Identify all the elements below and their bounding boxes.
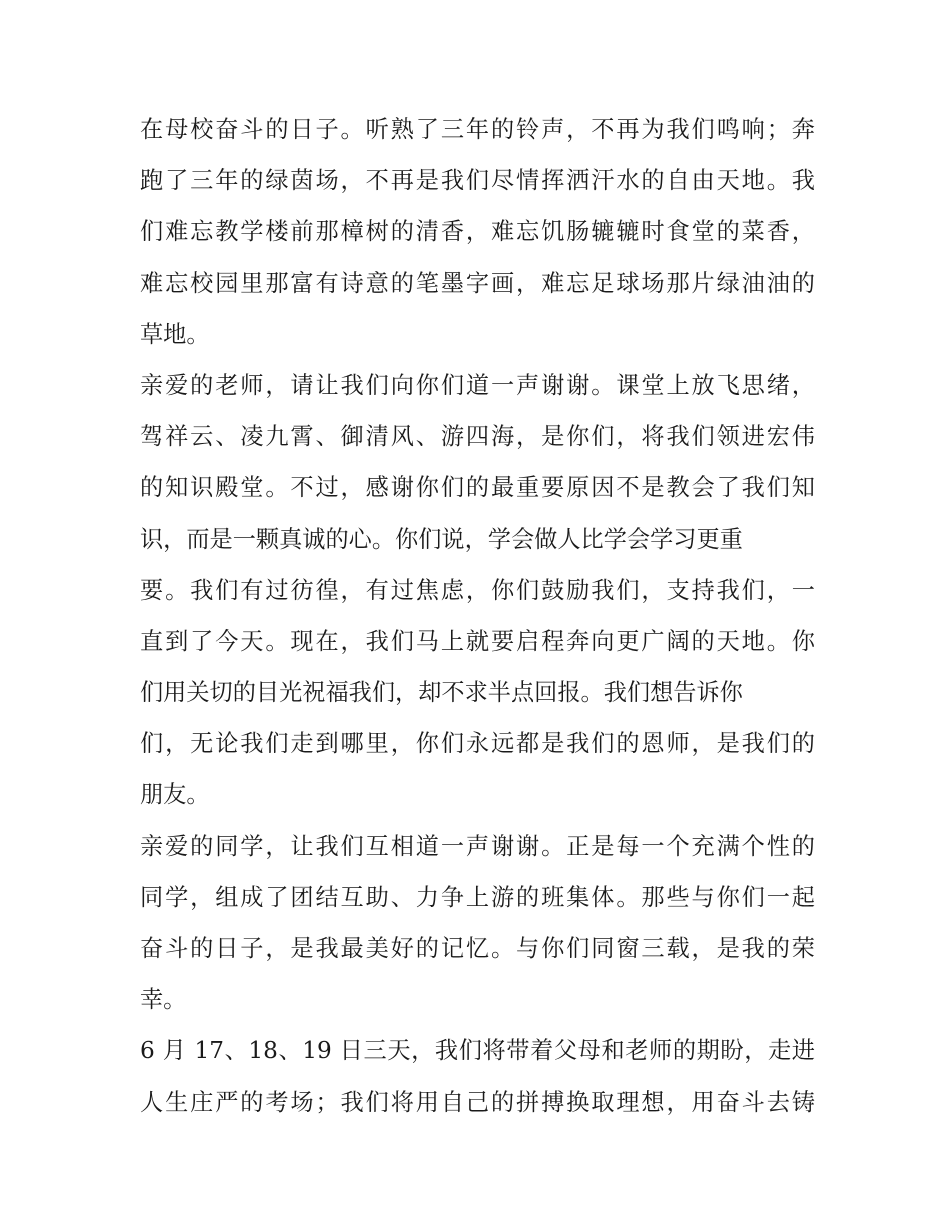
text-line: 难忘校园里那富有诗意的笔墨字画，难忘足球场那片绿油油的 — [140, 269, 815, 297]
text-line: 在母校奋斗的日子。听熟了三年的铃声，不再为我们鸣响；奔 — [140, 116, 815, 143]
text-line: 亲爱的老师，请让我们向你们道一声谢谢。课堂上放飞思绪， — [140, 371, 815, 399]
text-line: 的知识殿堂。不过，感谢你们的最重要原因不是教会了我们知 — [140, 474, 815, 502]
text-line: 朋友。 — [140, 781, 210, 809]
text-line: 亲爱的同学，让我们互相道一声谢谢。正是每一个充满个性的 — [140, 832, 815, 860]
text-line: 直到了今天。现在，我们马上就要启程奔向更广阔的天地。你 — [140, 627, 815, 655]
text-line: 们用关切的目光祝福我们，却不求半点回报。我们想告诉你 — [140, 679, 743, 707]
text-line: 跑了三年的绿茵场，不再是我们尽情挥洒汗水的自由天地。我 — [140, 167, 815, 195]
text-line: 人生庄严的考场；我们将用自己的拼搏换取理想，用奋斗去铸 — [140, 1088, 815, 1116]
text-line: 幸。 — [140, 986, 187, 1014]
text-line: 6 月 17、18、19 日三天，我们将带着父母和老师的期盼，走进 — [140, 1037, 815, 1065]
text-line: 们难忘教学楼前那樟树的清香，难忘饥肠辘辘时食堂的菜香， — [140, 218, 815, 246]
text-line: 识，而是一颗真诚的心。你们说，学会做人比学会学习更重 — [140, 525, 743, 553]
text-line: 草地。 — [140, 320, 210, 348]
text-line: 同学，组成了团结互助、力争上游的班集体。那些与你们一起 — [140, 883, 815, 911]
text-line: 奋斗的日子，是我最美好的记忆。与你们同窗三载，是我的荣 — [140, 935, 815, 962]
body-text — [140, 104, 815, 1128]
text-line: 要。我们有过彷徨，有过焦虑，你们鼓励我们，支持我们，一 — [140, 576, 815, 604]
text-line: 驾祥云、凌九霄、御清风、游四海，是你们，将我们领进宏伟 — [140, 423, 815, 451]
text-line: 们，无论我们走到哪里，你们永远都是我们的恩师，是我们的 — [140, 730, 815, 758]
